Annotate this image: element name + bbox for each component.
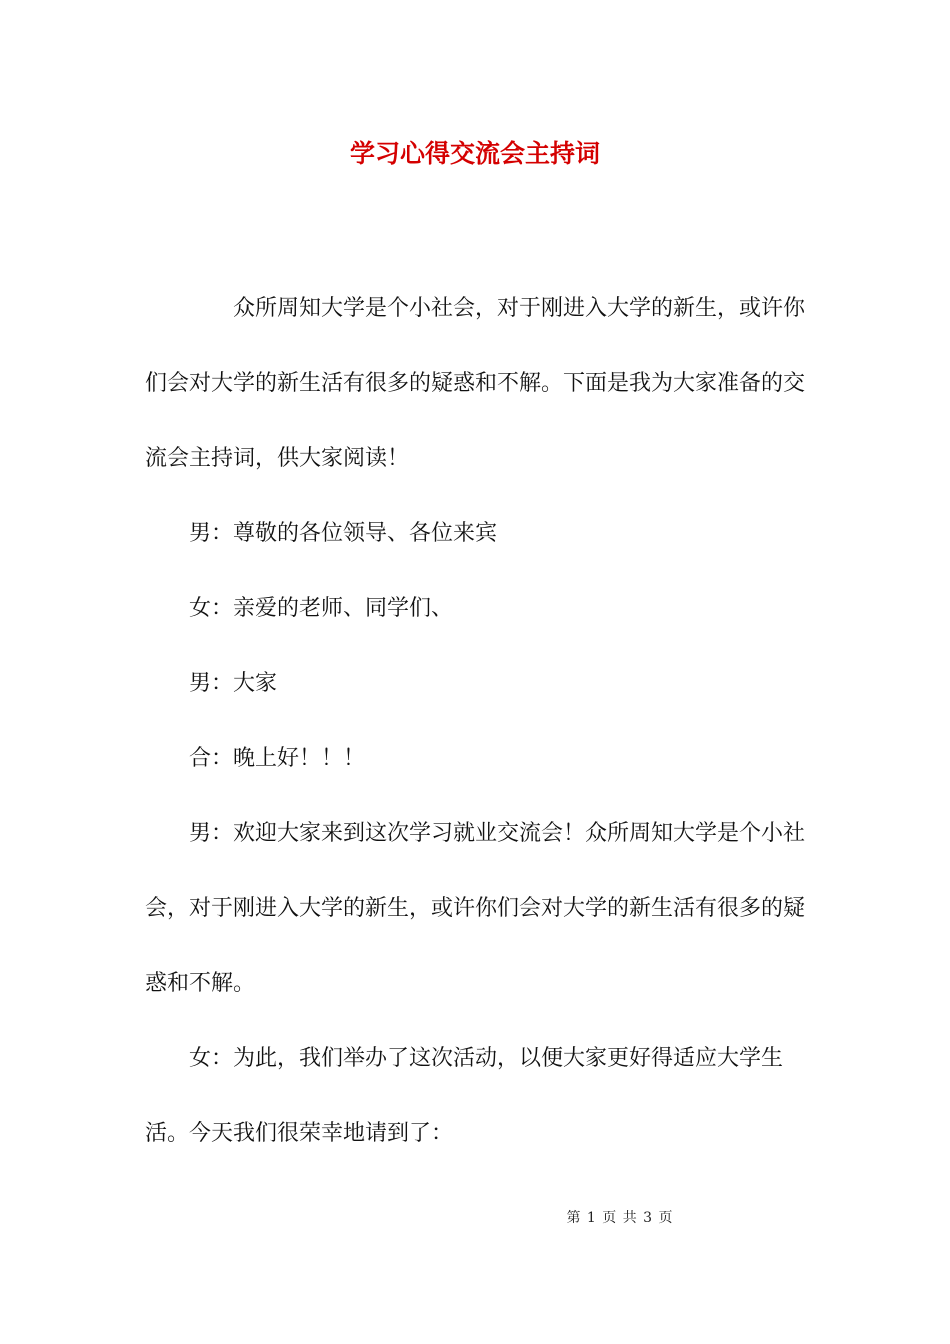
intro-paragraph: 众所周知大学是个小社会，对于刚进入大学的新生，或许你们会对大学的新生活有很多的疑惑和不解。下面是我为大家准备的交流会主持词，供大家阅读！ [145,296,806,471]
dialogue-line: 男：欢迎大家来到这次学习就业交流会！众所周知大学是个小社会，对于刚进入大学的新生，或许你们会对大学的新生活有很多的疑惑和不解。 [145,821,806,996]
dialogue-line: 女：亲爱的老师、同学们、 [189,596,454,621]
document-body [145,271,810,1171]
document-title: 学习心得交流会主持词 [349,139,600,168]
dialogue-line: 男：大家 [189,671,278,696]
dialogue-line: 合：晚上好！！！ [189,746,366,771]
page-number-footer: 第 1 页 共 3 页 [566,1210,674,1226]
dialogue-line: 女：为此，我们举办了这次活动，以便大家更好得适应大学生活。今天我们很荣幸地请到了： [145,1046,784,1146]
dialogue-line: 男：尊敬的各位领导、各位来宾 [189,521,498,546]
